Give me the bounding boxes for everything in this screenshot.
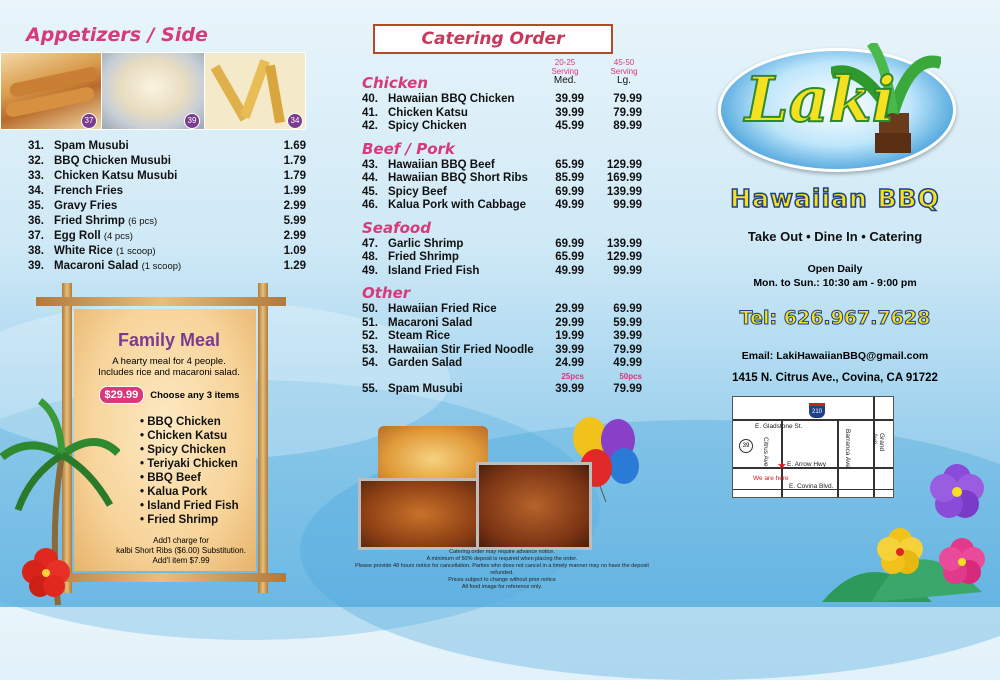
lg-price: 129.99 bbox=[606, 158, 642, 171]
brand-name: Hawaiian BBQ bbox=[730, 184, 940, 213]
family-option-text: BBQ Beef bbox=[147, 472, 201, 484]
med-price: 69.99 bbox=[555, 185, 584, 198]
lg-price: 169.99 bbox=[606, 172, 642, 184]
item-name bbox=[54, 244, 264, 259]
lg-price: 39.99 bbox=[613, 330, 642, 342]
phone: Tel: 626.967.7628 bbox=[739, 307, 931, 329]
med-price: 69.99 bbox=[555, 237, 584, 250]
item-name: Hawaiian BBQ Short Ribs bbox=[388, 172, 528, 184]
med-price: 39.99 bbox=[555, 106, 584, 119]
family-option-text: Island Fried Fish bbox=[147, 500, 239, 512]
map-gladstone: E. Gladstone St. bbox=[755, 423, 803, 430]
item-price: 1.79 bbox=[283, 155, 306, 167]
family-option: • Teriyaki Chicken bbox=[140, 458, 238, 470]
item-name: Kalua Pork with Cabbage bbox=[388, 199, 527, 211]
hibiscus-flowers-icon bbox=[812, 452, 1000, 607]
item-name: Chicken Katsu bbox=[388, 106, 468, 119]
item-name bbox=[54, 214, 264, 229]
family-option: • Fried Shrimp bbox=[140, 514, 219, 526]
logo-text: Laki bbox=[745, 63, 896, 136]
catering-row bbox=[362, 317, 642, 331]
item-number: 51. bbox=[362, 316, 378, 329]
item-number: 31. bbox=[28, 140, 44, 152]
item-price: 2.99 bbox=[283, 200, 306, 212]
lg-price: 139.99 bbox=[606, 237, 642, 250]
catering-row bbox=[362, 303, 642, 317]
lg-price: 99.99 bbox=[613, 199, 642, 211]
family-option-text: Fried Shrimp bbox=[147, 514, 219, 526]
item-name bbox=[54, 154, 264, 169]
item-note: (6 pcs) bbox=[128, 216, 158, 227]
item-name: Island Fried Fish bbox=[388, 264, 480, 277]
item-number: 55. bbox=[362, 382, 378, 395]
lg-price: 89.99 bbox=[613, 120, 642, 132]
med-serving-label: Serving bbox=[551, 67, 579, 76]
pcs-header-row bbox=[362, 371, 642, 382]
family-meal-content bbox=[84, 330, 254, 404]
item-name: Garlic Shrimp bbox=[388, 237, 464, 250]
lg-pcs: 50pcs bbox=[619, 371, 642, 381]
appetizer-row bbox=[28, 244, 306, 259]
med-serving-range: 20-25 bbox=[554, 58, 576, 67]
egg-roll-image bbox=[0, 52, 102, 130]
map-citrus: Citrus Ave. bbox=[762, 437, 769, 469]
catering-row bbox=[362, 199, 642, 213]
item-name: Macaroni Salad bbox=[388, 316, 473, 329]
item-number: 45. bbox=[362, 185, 378, 198]
item-name: Hawaiian Fried Rice bbox=[388, 303, 497, 315]
item-name: Hawaiian BBQ Beef bbox=[388, 158, 495, 171]
family-price-badge: $29.99 bbox=[99, 386, 145, 404]
appetizer-list bbox=[28, 139, 306, 274]
family-desc-1: A hearty meal for 4 people. bbox=[112, 356, 226, 367]
catering-row bbox=[362, 186, 642, 200]
lg-price: 49.99 bbox=[613, 357, 642, 369]
item-name-text: BBQ Chicken Musubi bbox=[54, 155, 171, 167]
lg-price: 69.99 bbox=[613, 303, 642, 315]
item-name bbox=[54, 184, 264, 199]
med-price: 29.99 bbox=[555, 303, 584, 315]
item-name bbox=[54, 199, 264, 214]
hibiscus-red-icon bbox=[16, 540, 76, 600]
item-number: 32. bbox=[28, 155, 44, 167]
address: 1415 N. Citrus Ave., Covina, CA 91722 bbox=[732, 372, 938, 384]
appetizer-row bbox=[28, 259, 306, 274]
item-number: 47. bbox=[362, 237, 378, 250]
appetizer-row bbox=[28, 199, 306, 214]
item-price: 2.99 bbox=[283, 230, 306, 242]
appetizer-row bbox=[28, 139, 306, 154]
med-price: 39.99 bbox=[555, 382, 584, 395]
appetizers-title: Appetizers / Side bbox=[26, 24, 208, 46]
med-price: 24.99 bbox=[555, 357, 584, 369]
catering-row bbox=[362, 251, 642, 265]
lg-price: 129.99 bbox=[606, 251, 642, 263]
family-option-text: Teriyaki Chicken bbox=[147, 458, 238, 470]
family-option: • Kalua Pork bbox=[140, 486, 208, 498]
med-price: 39.99 bbox=[555, 93, 584, 105]
fine-print-5: All food image for reference only. bbox=[461, 584, 543, 590]
macaroni-salad-image bbox=[101, 52, 205, 130]
family-note-2: kalbi Short Ribs ($6.00) Substitution. bbox=[116, 546, 246, 555]
med-price: 49.99 bbox=[555, 264, 584, 277]
family-option: • Chicken Katsu bbox=[140, 430, 228, 442]
item-number: 39. bbox=[28, 260, 44, 272]
item-name-text: Fried Shrimp bbox=[54, 215, 125, 227]
item-number: 35. bbox=[28, 200, 44, 212]
item-number: 54. bbox=[362, 357, 378, 369]
med-price: 65.99 bbox=[555, 158, 584, 171]
family-option-text: Chicken Katsu bbox=[147, 430, 228, 442]
item-number: 44. bbox=[362, 172, 378, 184]
catering-section-title: Seafood bbox=[362, 218, 431, 237]
lg-price: 59.99 bbox=[613, 316, 642, 329]
food-tray-image bbox=[358, 420, 590, 548]
catering-row bbox=[362, 172, 642, 186]
map-barranca: Barranca Ave. bbox=[844, 429, 851, 470]
item-price: 1.79 bbox=[283, 170, 306, 182]
family-desc-2: Includes rice and macaroni salad. bbox=[98, 367, 240, 378]
lg-serving-label: Serving bbox=[610, 67, 638, 76]
open-daily: Open Daily bbox=[807, 263, 863, 275]
catering-fine-print bbox=[352, 549, 652, 591]
laki-logo bbox=[718, 48, 956, 172]
item-name: Hawaiian Stir Fried Noodle bbox=[388, 343, 534, 356]
family-notes bbox=[96, 536, 266, 566]
family-option-text: Spicy Chicken bbox=[147, 444, 226, 456]
map-grand: Grand Ave. bbox=[871, 433, 885, 452]
lg-price: 99.99 bbox=[613, 264, 642, 277]
family-option: • BBQ Chicken bbox=[140, 416, 221, 428]
family-option: • BBQ Beef bbox=[140, 472, 201, 484]
family-option-text: Kalua Pork bbox=[147, 486, 208, 498]
catering-row bbox=[362, 238, 642, 252]
item-price: 1.09 bbox=[283, 245, 306, 257]
map-arrow: E. Arrow Hwy bbox=[787, 461, 827, 468]
med-price: 85.99 bbox=[555, 172, 584, 184]
med-price: 45.99 bbox=[555, 120, 584, 132]
item-number: 36. bbox=[28, 215, 44, 227]
catering-row bbox=[362, 120, 642, 134]
item-number: 38. bbox=[28, 245, 44, 257]
item-number: 34. bbox=[28, 185, 44, 197]
catering-row bbox=[362, 330, 642, 344]
item-number: 49. bbox=[362, 264, 378, 277]
item-badge: 39 bbox=[184, 113, 200, 129]
item-name: Fried Shrimp bbox=[388, 251, 459, 263]
item-price: 1.29 bbox=[283, 260, 306, 272]
item-number: 48. bbox=[362, 251, 378, 263]
item-price: 1.99 bbox=[283, 185, 306, 197]
appetizers-section bbox=[26, 24, 308, 46]
item-badge: 34 bbox=[287, 113, 303, 129]
catering-row bbox=[362, 107, 642, 121]
family-meal-title: Family Meal bbox=[117, 330, 221, 350]
catering-section-title: Other bbox=[362, 284, 411, 302]
item-number: 46. bbox=[362, 199, 378, 211]
item-name: Hawaiian BBQ Chicken bbox=[388, 93, 515, 105]
item-note: (1 scoop) bbox=[116, 246, 156, 257]
appetizer-row bbox=[28, 169, 306, 184]
item-number: 50. bbox=[362, 303, 378, 315]
lg-price: 139.99 bbox=[606, 185, 642, 198]
catering-list bbox=[362, 74, 642, 397]
item-badge: 37 bbox=[81, 113, 97, 129]
item-name-text: Chicken Katsu Musubi bbox=[54, 170, 178, 182]
hours: Mon. to Sun.: 10:30 am - 9:00 pm bbox=[753, 277, 917, 289]
lg-serving-range: 45-50 bbox=[613, 58, 635, 67]
item-number: 37. bbox=[28, 230, 44, 242]
item-number: 40. bbox=[362, 93, 378, 105]
item-number: 53. bbox=[362, 343, 378, 356]
lg-price: 79.99 bbox=[613, 382, 642, 395]
item-name bbox=[54, 169, 264, 184]
family-option: • Island Fried Fish bbox=[140, 500, 239, 512]
item-name-text: White Rice bbox=[54, 245, 113, 257]
family-item-list bbox=[140, 415, 280, 527]
family-note-1: Add'l charge for bbox=[153, 536, 209, 545]
lg-price: 79.99 bbox=[613, 93, 642, 105]
catering-row bbox=[362, 382, 642, 397]
fine-print-4: Prices subject to change without prior notice bbox=[448, 577, 556, 583]
item-number: 42. bbox=[362, 120, 378, 132]
location-star-icon: ★ bbox=[777, 460, 787, 472]
med-price: 39.99 bbox=[555, 343, 584, 356]
catering-title-box bbox=[373, 24, 613, 54]
fine-print-3: Please provide 48 hours notice for cancellation. Parties who does not cancel in a timely manner may no have the deposit refunded. bbox=[355, 563, 649, 576]
med-pcs: 25pcs bbox=[561, 371, 584, 381]
family-option: • Spicy Chicken bbox=[140, 444, 226, 456]
fine-print-2: A minimum of 50% deposit is required when placing the order. bbox=[426, 556, 578, 562]
lg-price: 79.99 bbox=[613, 343, 642, 356]
med-price: 29.99 bbox=[555, 316, 584, 329]
item-name-text: Gravy Fries bbox=[54, 200, 118, 212]
item-number: 41. bbox=[362, 106, 378, 119]
catering-row bbox=[362, 357, 642, 371]
lg-size-label: Lg. bbox=[617, 75, 631, 86]
catering-row bbox=[362, 93, 642, 107]
catering-row bbox=[362, 265, 642, 279]
item-number: 52. bbox=[362, 330, 378, 342]
appetizer-row bbox=[28, 184, 306, 199]
item-name: Spicy Beef bbox=[388, 185, 447, 198]
med-size-label: Med. bbox=[553, 75, 577, 86]
item-name bbox=[54, 139, 264, 154]
family-choose: Choose any 3 items bbox=[150, 389, 240, 401]
map-here: We are here bbox=[753, 475, 789, 482]
item-name-text: Macaroni Salad bbox=[54, 260, 139, 272]
item-name bbox=[54, 229, 264, 244]
interstate-210-icon: 210 bbox=[809, 403, 825, 418]
item-note: (1 scoop) bbox=[141, 261, 182, 272]
item-number: 33. bbox=[28, 170, 44, 182]
lg-price: 79.99 bbox=[613, 106, 642, 119]
item-name-text: French Fries bbox=[54, 185, 124, 197]
item-note: (4 pcs) bbox=[103, 231, 133, 242]
catering-row bbox=[362, 344, 642, 358]
map-covina: E. Covina Blvd. bbox=[789, 483, 834, 490]
med-price: 49.99 bbox=[555, 199, 584, 211]
hwy-39-icon: 39 bbox=[739, 439, 753, 453]
item-name-text: Egg Roll bbox=[54, 230, 101, 242]
item-price: 5.99 bbox=[283, 215, 306, 227]
item-number: 43. bbox=[362, 158, 378, 171]
appetizer-row bbox=[28, 214, 306, 229]
catering-row bbox=[362, 159, 642, 173]
catering-section-title: Beef / Pork bbox=[362, 139, 455, 158]
med-price: 65.99 bbox=[555, 251, 584, 263]
family-option-text: BBQ Chicken bbox=[147, 416, 221, 428]
item-name bbox=[54, 259, 264, 274]
family-note-3: Add'l item $7.99 bbox=[152, 556, 210, 565]
item-name: Garden Salad bbox=[388, 357, 463, 369]
appetizer-row bbox=[28, 229, 306, 244]
item-name: Steam Rice bbox=[388, 330, 451, 342]
item-name: Spicy Chicken bbox=[388, 120, 467, 132]
appetizer-row bbox=[28, 154, 306, 169]
item-price: 1.69 bbox=[283, 140, 306, 152]
fine-print-1: Catering order may require advance notice. bbox=[449, 549, 555, 555]
catering-section-title: Chicken bbox=[362, 74, 429, 92]
item-name: Spam Musubi bbox=[388, 382, 463, 395]
item-name-text: Spam Musubi bbox=[54, 140, 129, 152]
catering-title: Catering Order bbox=[421, 29, 565, 49]
email: Email: LakiHawaiianBBQ@gmail.com bbox=[741, 350, 929, 362]
french-fries-image bbox=[204, 52, 306, 130]
services-text: Take Out • Dine In • Catering bbox=[747, 229, 923, 244]
med-price: 19.99 bbox=[555, 330, 584, 342]
